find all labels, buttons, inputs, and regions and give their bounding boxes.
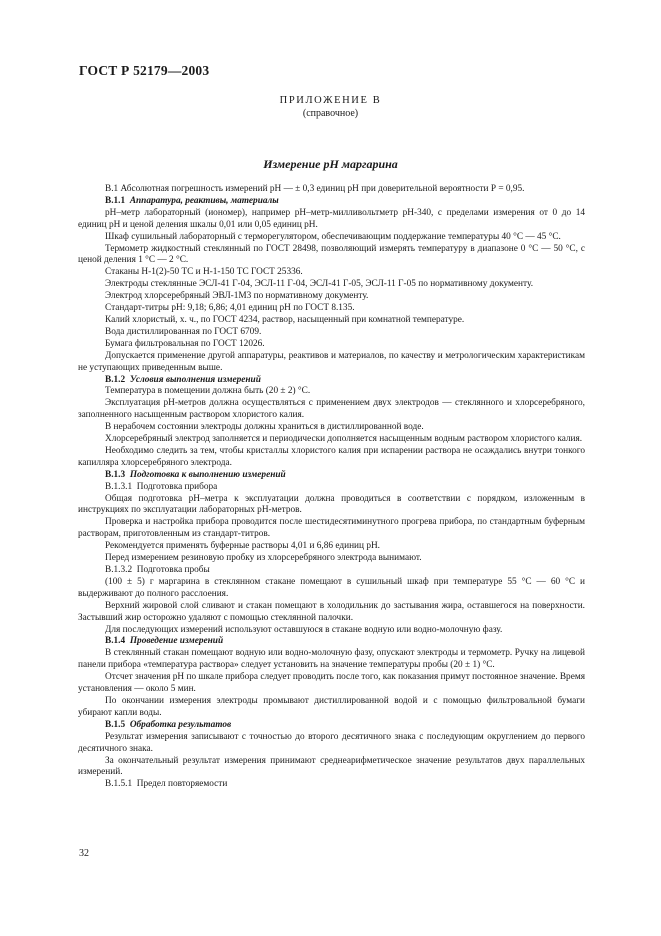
subsubsection-heading <box>78 565 585 577</box>
heading-text: Предел повторяемости <box>136 779 228 790</box>
body-paragraph: В нерабочем состоянии электроды должны храниться в дистиллированной воде. <box>105 422 424 433</box>
heading-number: В.1.3.2 <box>105 565 133 575</box>
subsection-heading <box>78 375 585 387</box>
body-paragraph: Электрод хлорсеребряный ЭВЛ-1М3 по нормативному документу. <box>105 291 369 302</box>
appendix-note: (справочное) <box>302 108 359 119</box>
heading-number: В.1.2 <box>105 374 126 385</box>
body-paragraph: Стандарт-титры рН: 9,18; 6,86; 4,01 единиц рН по ГОСТ 8.135. <box>105 303 355 314</box>
heading-text: Аппаратура, реактивы, материалы <box>129 195 279 206</box>
heading-number: В.1.3.1 <box>105 481 133 492</box>
body-paragraph: Шкаф сушильный лабораторный с терморегулятором, обеспечивающим поддержание температуры 40 °С — 45 °С. <box>105 231 561 242</box>
body-paragraph: Калий хлористый, х. ч., по ГОСТ 4234, раствор, насыщенный при комнатной температуре. <box>105 314 465 325</box>
body-paragraph: По окончании измерения электроды промывают дистиллированной водой и с помощью фильтровальной бумаги убирают капли воды. <box>78 695 585 718</box>
heading-text: Подготовка прибора <box>136 481 218 492</box>
appendix-label: ПРИЛОЖЕНИЕ В <box>279 95 382 106</box>
subsection-heading <box>78 636 585 648</box>
heading-number: В.1.5 <box>105 719 126 730</box>
subsubsection-heading <box>78 779 585 791</box>
body-paragraph: В стеклянный стакан помещают водную или водно-молочную фазу, опускают электроды и термометр. Ручку на лицевой панели прибора «температура раствора» следует установить на значение температуры пробы (20 ± 1) °С. <box>78 648 585 671</box>
heading-number: В.1.3 <box>105 469 126 480</box>
body-paragraph: Допускается применение другой аппаратуры, реактивов и материалов, по качеству и метрологическим характеристикам не уступающих приведенным выше. <box>78 350 585 373</box>
subsection-heading <box>78 196 585 208</box>
body-paragraph: Верхний жировой слой сливают и стакан помещают в холодильник до застывания жира, оставшегося на поверхности. Застывший жир осторожно удаляют с помощью стеклянной палочки. <box>78 600 585 623</box>
body-paragraph: Отсчет значения рН по шкале прибора следует проводить после того, как показания примут постоянное значение. Время установления — около 5 мин. <box>78 672 585 695</box>
body-paragraph: Общая подготовка рН–метра к эксплуатации должна проводиться в соответствии с порядком, изложенным в инструкциях по эксплуатации лабораторных рН-метров. <box>78 493 585 516</box>
body-paragraph: Результат измерения записывают с точностью до второго десятичного знака с последующим округлением до первого десятичного знака. <box>78 731 585 754</box>
subsection-heading <box>78 720 585 732</box>
body-paragraph: В.1 Абсолютная погрешность измерений рН — ± 0,3 единиц рН при доверительной вероятности Р = 0,95. <box>105 184 525 194</box>
body-paragraph: Температура в помещении должна быть (20 ± 2) °С. <box>105 386 311 397</box>
body-paragraph: Проверка и настройка прибора проводится после шестидесятиминутного прогрева прибора, по стандартным буферным растворам, приготовленным из стандарт-титров. <box>78 517 585 540</box>
body-paragraph: Термометр жидкостный стеклянный по ГОСТ 28498, позволяющий измерять температуру в диапазоне 0 °С — 50 °С, с ценой деления 1 °С — 2 °С. <box>78 243 585 266</box>
subsection-heading <box>78 470 585 482</box>
body-paragraph: Перед измерением резиновую пробку из хлорсеребряного электрода вынимают. <box>105 553 422 564</box>
body-paragraph: Электроды стеклянные ЭСЛ-41 Г-04, ЭСЛ-11 Г-04, ЭСЛ-41 Г-05, ЭСЛ-11 Г-05 по нормативному документу. <box>105 279 534 290</box>
body-paragraph: Вода дистиллированная по ГОСТ 6709. <box>105 326 262 337</box>
heading-text: Подготовка пробы <box>136 565 210 575</box>
body-paragraph: Эксплуатация рН-метров должна осуществляться с применением двух электродов — стеклянного и хлорсеребряного, заполненного насыщенным раствором хлористого калия. <box>78 398 585 421</box>
document-body <box>78 184 585 791</box>
section-title: Измерение рН маргарина <box>263 157 398 171</box>
body-paragraph: За окончательный результат измерения принимают среднеарифметическое значение результатов двух параллельных измерений. <box>78 755 585 778</box>
heading-number: В.1.4 <box>105 636 126 647</box>
body-paragraph: Хлорсеребряный электрод заполняется и периодически дополняется насыщенным водным раствором хлористого калия. <box>105 434 583 445</box>
body-paragraph: Стаканы Н-1(2)-50 ТС и Н-1-150 ТС ГОСТ 25336. <box>105 267 303 278</box>
page-number: 32 <box>79 848 89 859</box>
heading-number: В.1.1 <box>105 195 126 206</box>
subsubsection-heading <box>78 482 585 494</box>
body-paragraph: Необходимо следить за тем, чтобы кристаллы хлористого калия при испарении раствора не осаждались внутри тонкого капилляра хлорсеребряного электрода. <box>78 445 585 468</box>
heading-text: Проведение измерений <box>129 636 224 647</box>
heading-number: В.1.5.1 <box>105 779 133 790</box>
body-paragraph: рН–метр лабораторный (иономер), например рН–метр-милливольтметр рН-340, с пределами измерения от 0 до 14 единиц рН и ценой деления шкалы 0,01 или 0,05 единиц рН. <box>78 207 585 230</box>
heading-text: Подготовка к выполнению измерений <box>129 469 286 480</box>
heading-text: Обработка результатов <box>129 719 232 730</box>
standard-header: ГОСТ Р 52179—2003 <box>79 63 210 78</box>
body-paragraph: Бумага фильтровальная по ГОСТ 12026. <box>105 338 265 349</box>
heading-text: Условия выполнения измерений <box>129 374 261 385</box>
body-paragraph: Рекомендуется применять буферные растворы 4,01 и 6,86 единиц рН. <box>105 541 381 552</box>
body-paragraph: (100 ± 5) г маргарина в стеклянном стакане помещают в сушильный шкаф при температуре 55 °С — 60 °С и выдерживают до полного расслоения. <box>78 576 585 599</box>
body-paragraph: Для последующих измерений используют оставшуюся в стакане водную или водно-молочную фазу. <box>105 624 503 635</box>
